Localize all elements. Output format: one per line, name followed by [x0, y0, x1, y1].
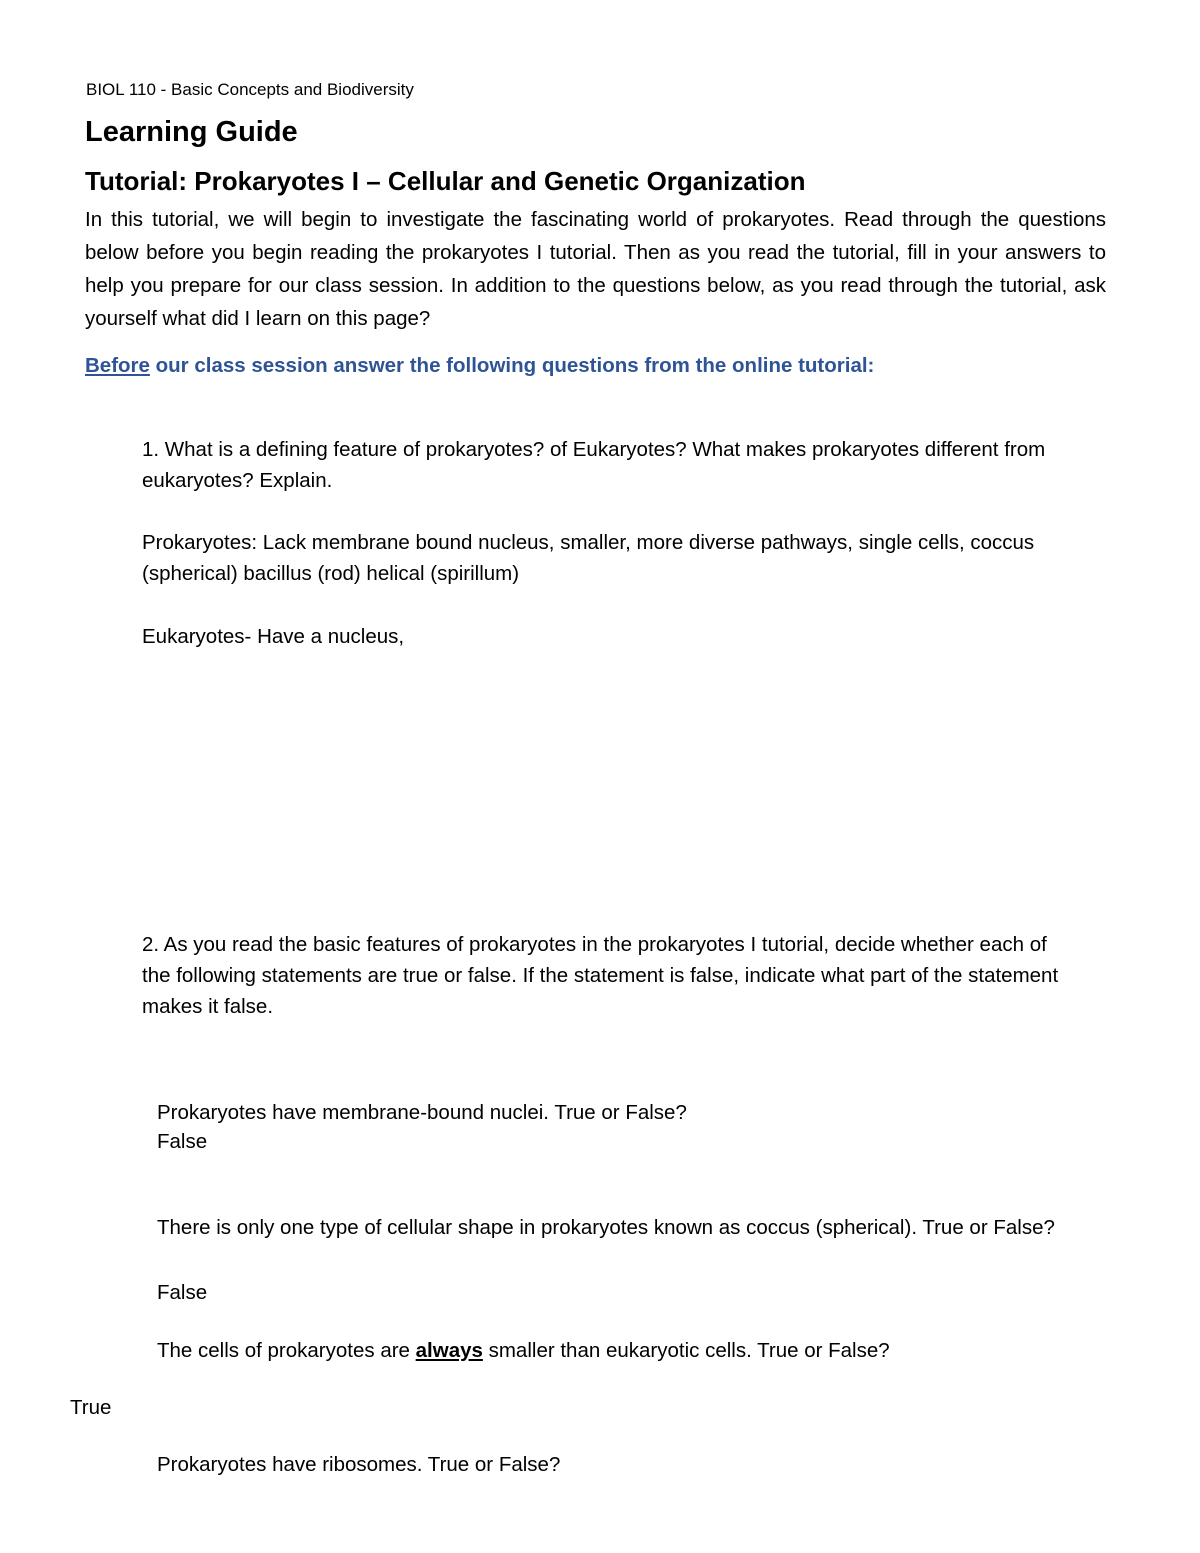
statement-3-before: The cells of prokaryotes are — [157, 1339, 416, 1362]
answer-prokaryotes-line-1: Prokaryotes: Lack membrane bound nucleus, smaller, more diverse pathways, single cells, coccus — [142, 531, 1035, 554]
answer-prokaryotes-line-2: (spherical) bacillus (rod) helical (spirillum) — [142, 562, 520, 585]
statement-3-emphasis: always — [415, 1339, 483, 1362]
statement-1: Prokaryotes have membrane-bound nuclei. True or False? — [157, 1101, 687, 1124]
statement-4: Prokaryotes have ribosomes. True or False? — [157, 1453, 561, 1476]
question-2-line-2: the following statements are true or false. If the statement is false, indicate what part of the statement — [142, 964, 1059, 987]
statement-3-answer: True — [70, 1396, 112, 1419]
question-1-line-1: 1. What is a defining feature of prokaryotes? of Eukaryotes? What makes prokaryotes different from — [142, 438, 1046, 461]
statement-2: There is only one type of cellular shape in prokaryotes known as coccus (spherical). True or False? — [157, 1216, 1055, 1239]
instruction-emphasis: Before — [85, 354, 150, 377]
course-header: BIOL 110 - Basic Concepts and Biodiversity — [86, 80, 414, 99]
instruction-text: our class session answer the following questions from the online tutorial: — [149, 354, 875, 377]
statement-2-answer: False — [157, 1281, 208, 1304]
question-1 — [142, 434, 1045, 496]
instruction-line — [85, 354, 874, 378]
question-2 — [142, 929, 1058, 1022]
intro-paragraph: In this tutorial, we will begin to investigate the fascinating world of prokaryotes. Read through the questions below before you begin reading the prokaryotes I tutorial. Then as you read the tutorial, fill in your answers to help you prepare for our class session. In addition to the questions below, as you read through the tutorial, ask yourself what did I learn on this page? — [85, 208, 1106, 330]
question-2-line-3: makes it false. — [142, 995, 274, 1018]
tutorial-title: Tutorial: Prokaryotes I – Cellular and Genetic Organization — [85, 166, 806, 196]
statement-1-answer: False — [157, 1130, 208, 1153]
answer-eukaryotes: Eukaryotes- Have a nucleus, — [142, 625, 405, 648]
answer-prokaryotes — [142, 527, 1034, 589]
statement-3 — [157, 1336, 890, 1365]
statement-3-after: smaller than eukaryotic cells. True or False? — [482, 1339, 890, 1362]
question-1-line-2: eukaryotes? Explain. — [142, 469, 333, 492]
page-title: Learning Guide — [85, 116, 298, 148]
question-2-line-1: 2. As you read the basic features of prokaryotes in the prokaryotes I tutorial, decide whether each of — [142, 933, 1047, 956]
